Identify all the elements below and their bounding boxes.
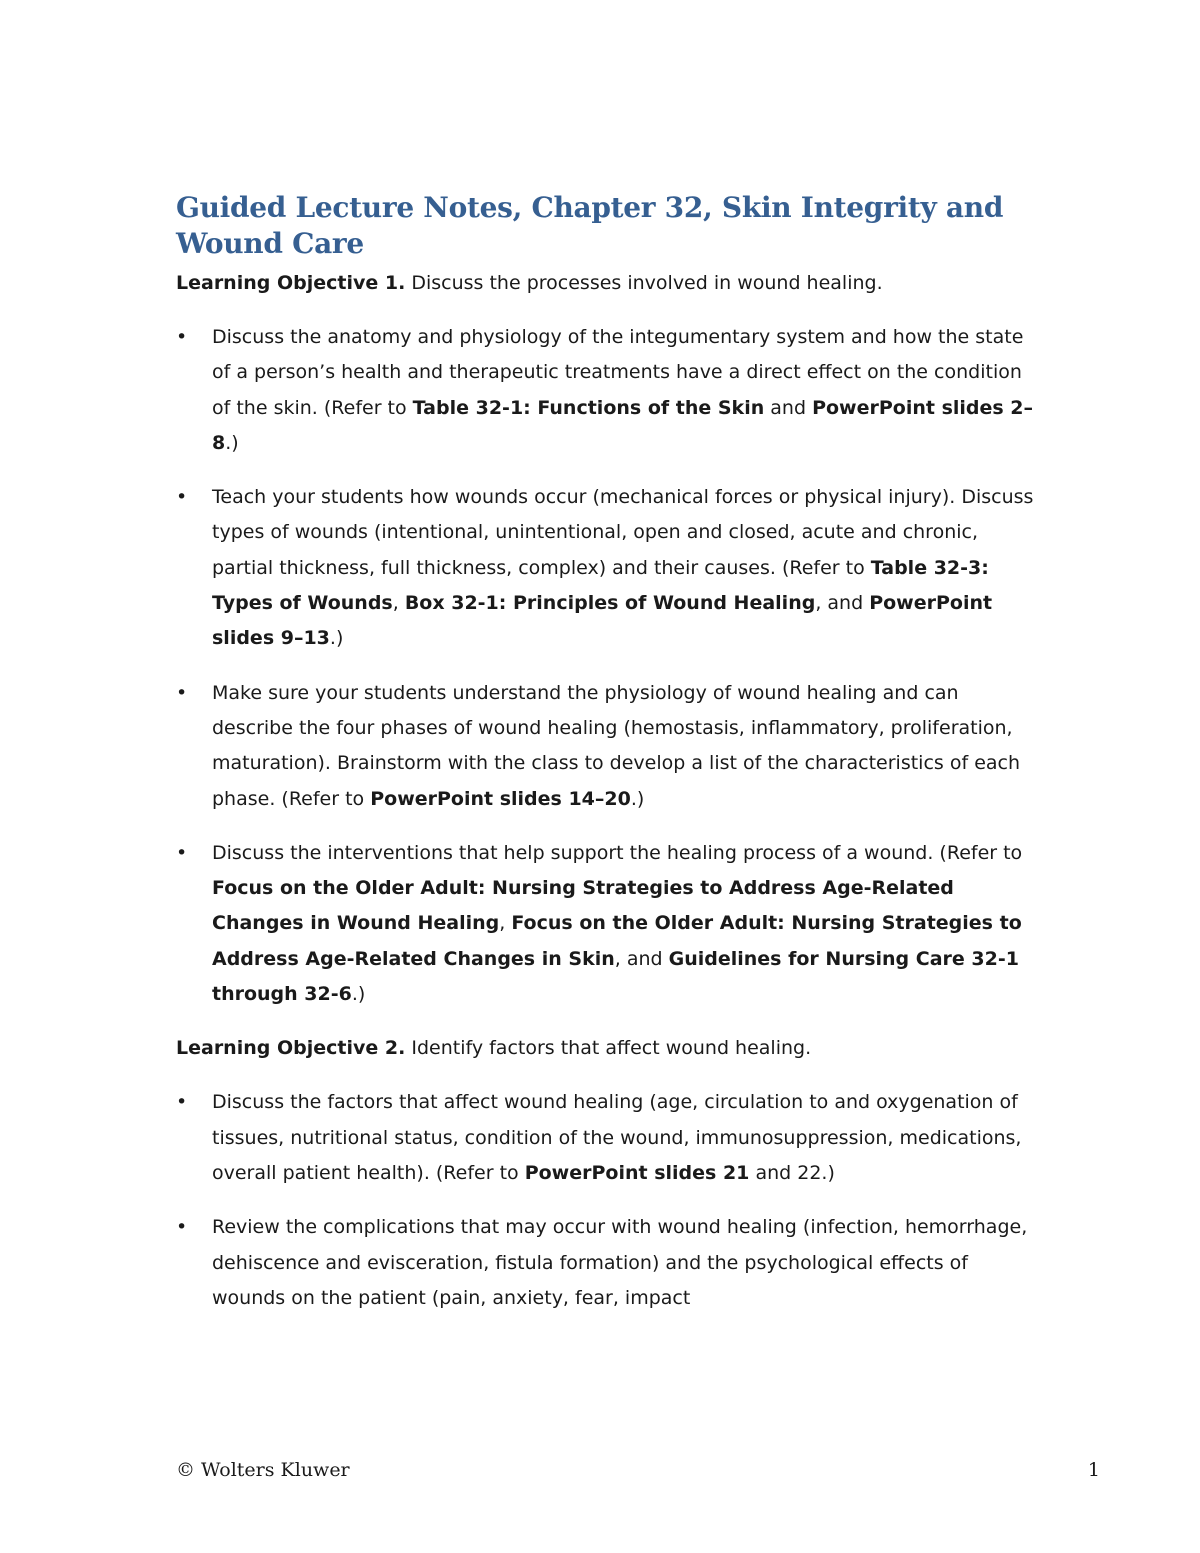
bullet-text: , and xyxy=(614,947,669,970)
bullet-icon: • xyxy=(176,486,188,509)
page-content xyxy=(176,190,1036,1335)
bullet-text: Teach your students how wounds occur (mechanical forces or physical injury). Discuss types of wounds (intentional, unintentional, open and closed, acute and chronic, partial thickness, full thickness, complex) and their causes. (Refer to xyxy=(212,486,1034,579)
bullet-reference: Focus on the Older Adult: Nursing Strategies to Address Age-Related Changes in Wound Healing xyxy=(212,877,954,935)
learning-objective-2 xyxy=(176,1031,1036,1066)
bullet-reference: PowerPoint slides 9–13 xyxy=(212,592,993,650)
bullet-icon: • xyxy=(176,681,188,704)
bullet-reference: PowerPoint slides 2–8 xyxy=(212,396,1034,454)
bullet-reference: Focus on the Older Adult: Nursing Strategies to Address Age-Related Changes in Skin xyxy=(212,912,1022,970)
bullet-icon: • xyxy=(176,841,188,864)
objective-2-bullet-list xyxy=(176,1085,1036,1316)
bullet-text: , xyxy=(499,912,512,935)
list-item xyxy=(176,1085,1036,1191)
title-line-2: Wound Care xyxy=(176,227,364,260)
document-title xyxy=(176,190,1036,262)
bullet-text: and xyxy=(764,396,813,419)
title-line-1: Guided Lecture Notes, Chapter 32, Skin Integrity and xyxy=(176,191,1004,224)
bullet-text: .) xyxy=(225,431,239,454)
objective-label: Learning Objective 2. xyxy=(176,1037,406,1060)
objective-1-bullet-list xyxy=(176,320,1036,1012)
list-item xyxy=(176,320,1036,461)
bullet-text: Discuss the anatomy and physiology of the integumentary system and how the state of a person’s health and therapeutic treatments have a direct effect on the condition of the skin. (Refer to xyxy=(212,326,1024,419)
list-item xyxy=(176,480,1036,656)
objective-text: Identify factors that affect wound healing. xyxy=(405,1037,812,1060)
list-item xyxy=(176,1210,1036,1316)
page-number: 1 xyxy=(1087,1459,1100,1481)
objective-text: Discuss the processes involved in wound healing. xyxy=(405,272,883,294)
bullet-reference: Table 32-1: Functions of the Skin xyxy=(412,396,765,419)
bullet-reference: Box 32-1: Principles of Wound Healing xyxy=(404,592,816,615)
bullet-reference: PowerPoint slides 21 xyxy=(524,1161,750,1184)
bullet-text: Discuss the interventions that help support the healing process of a wound. (Refer to xyxy=(212,841,1023,864)
bullet-icon: • xyxy=(176,1216,188,1239)
bullet-text: .) xyxy=(329,627,344,650)
bullet-text: Make sure your students understand the physiology of wound healing and can describe the four phases of wound healing (hemostasis, inflammatory, proliferation, maturation). Brainstorm with the class to develop a list of the characteristics of each phase. (Refer to xyxy=(212,681,1021,810)
bullet-text: , and xyxy=(815,592,870,615)
list-item xyxy=(176,836,1036,1012)
bullet-reference: PowerPoint slides 14–20 xyxy=(370,787,631,810)
bullet-text: Discuss the factors that affect wound healing (age, circulation to and oxygenation of tissues, nutritional status, condition of the wound, immunosuppression, medications, overall patient health). (Refer to xyxy=(212,1091,1022,1184)
bullet-icon: • xyxy=(176,1091,188,1114)
bullet-text: and xyxy=(749,1161,798,1184)
objective-label: Learning Objective 1. xyxy=(176,272,406,294)
bullet-reference: Guidelines for Nursing Care 32-1 through 32-6 xyxy=(212,947,1019,1006)
bullet-text: .) xyxy=(821,1161,835,1184)
list-item xyxy=(176,676,1036,817)
bullet-text: .) xyxy=(630,787,645,810)
bullet-text: , xyxy=(392,592,405,615)
copyright-notice: © Wolters Kluwer xyxy=(176,1459,350,1481)
bullet-reference: Table 32-3: Types of Wounds xyxy=(212,556,989,615)
bullet-icon: • xyxy=(176,326,188,348)
bullet-text: .) xyxy=(351,983,366,1006)
bullet-text: 22 xyxy=(797,1161,822,1184)
learning-objective-1 xyxy=(176,266,1036,301)
bullet-text: Review the complications that may occur with wound healing (infection, hemorrhage, dehiscence and evisceration, fistula formation) and the psychological effects of wounds on the patient (pain, anxiety, fear, impact xyxy=(212,1216,1028,1309)
